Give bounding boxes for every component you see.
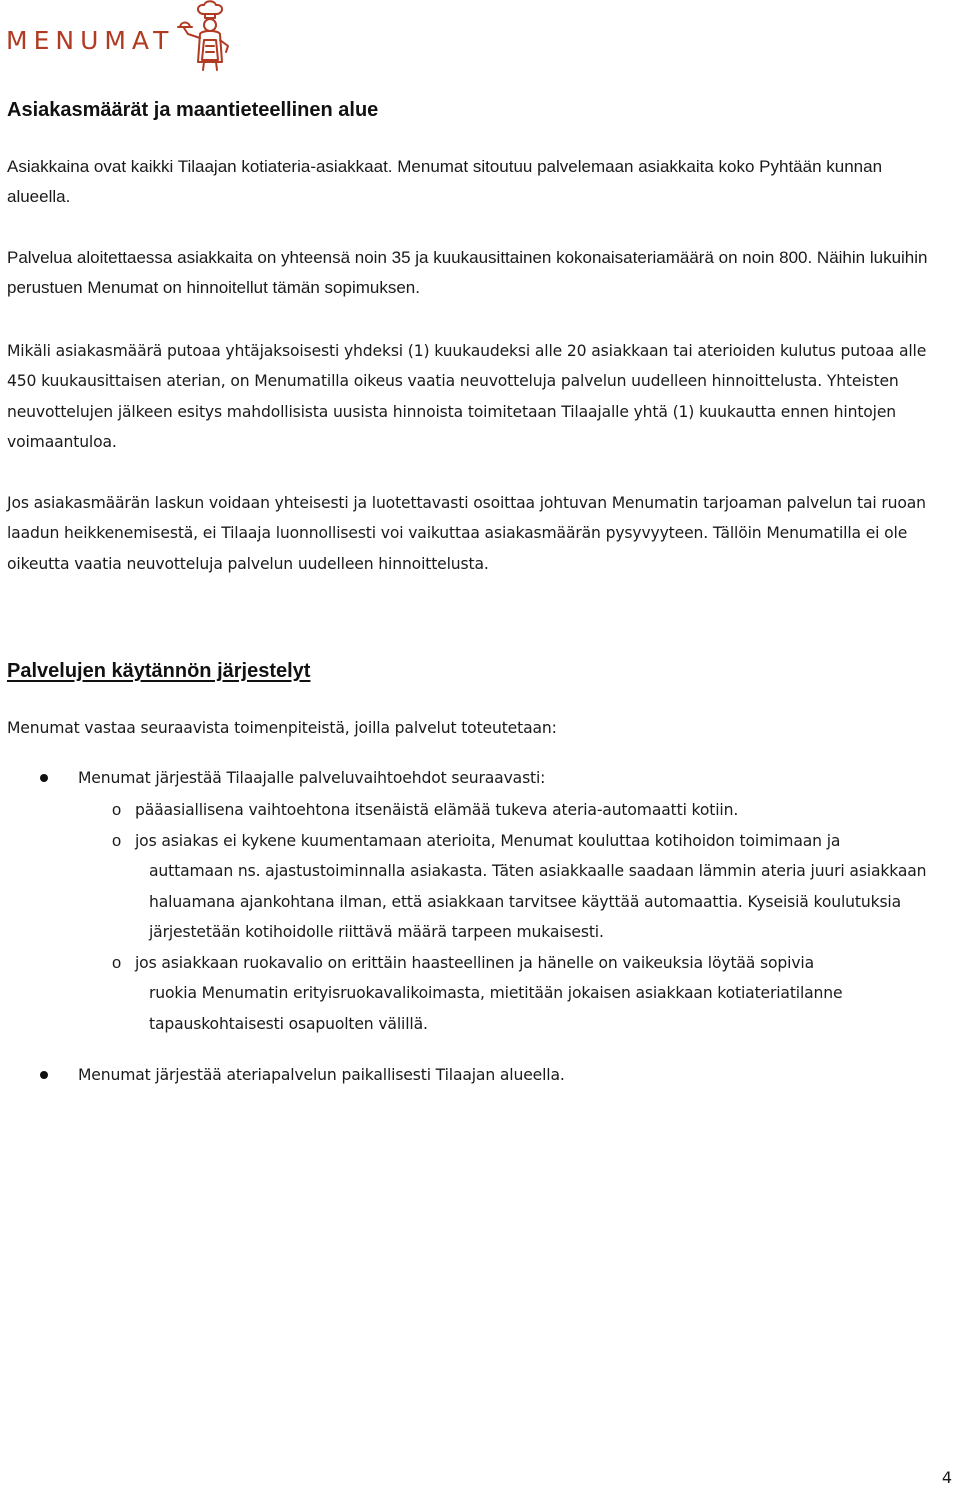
section-title-palvelujen-jarjestelyt: Palvelujen käytännön järjestelyt (7, 660, 311, 682)
paragraph-asiakasmaara-putoaa: Mikäli asiakasmäärä putoaa yhtäjaksoisesti yhdeksi (1) kuukaudeksi alle 20 asiakkaan tai aterioiden kulutus putoaa alle 450 kuukausittaisen aterian, on Menumatilla oikeus vaatia neuvotteluja palvelun uudelleen hinnoittelusta. Yhteisten neuvottelujen jälkeen esitys mahdollisista uusista hinnoista toimitetaan Tilaajalle yhtä (1) kuukautta ennen hintojen voimaantuloa. (7, 342, 927, 451)
menumat-logo (6, 0, 246, 74)
paragraph-palvelua-aloitettaessa: Palvelua aloitettaessa asiakkaita on yhteensä noin 35 ja kuukausittainen kokonaisateriamäärä on noin 800. Näihin lukuihin perustuen Menumat on hinnoitellut tämän sopimuksen. (7, 248, 928, 298)
sub-item-ruokavalio (135, 948, 955, 1039)
logo-text: MENUMAT (6, 26, 175, 55)
paragraph-asiakkaat: Asiakkaina ovat kaikki Tilaajan kotiateria-asiakkaat. Menumat sitoutuu palvelemaan asiakkaita koko Pyhtään kunnan alueella. (7, 157, 883, 207)
sub-item-kotihoito (135, 826, 955, 947)
paragraph-asiakasmaaran-laskun: Jos asiakasmäärän laskun voidaan yhteisesti ja luotettavasti osoittaa johtuvan Menumatin tarjoaman palvelun tai ruoan laadun heikkenemisestä, ei Tilaaja luonnollisesti voi vaikuttaa asiakasmäärän pysyvyyteen. Tällöin Menumatilla ei ole oikeutta vaatia neuvotteluja palvelun uudelleen hinnoittelusta. (7, 494, 926, 573)
section-title-asiakasmaarat: Asiakasmäärät ja maantieteellinen alue (7, 99, 379, 121)
bullet-icon (40, 774, 48, 782)
sub-bullet-marker: o (112, 801, 122, 819)
bullet-palveluvaihtoehdot: Menumat järjestää Tilaajalle palveluvaihtoehdot seuraavasti: (78, 769, 546, 787)
bullet-ateriapalvelu: Menumat järjestää ateriapalvelun paikallisesti Tilaajan alueella. (78, 1066, 565, 1084)
sub-item-text-line1: jos asiakkaan ruokavalio on erittäin haasteellinen ja hänelle on vaikeuksia löytää sopivia (135, 954, 814, 972)
chef-icon (176, 0, 238, 72)
page-number: 4 (941, 1468, 952, 1487)
paragraph-menumat-vastaa: Menumat vastaa seuraavista toimenpiteistä, joilla palvelut toteutetaan: (7, 719, 557, 737)
sub-bullet-marker: o (112, 832, 122, 850)
sub-item-ateria-automaatti (135, 795, 955, 825)
sub-item-text-continued: ruokia Menumatin erityisruokavalikoimasta, mietitään jokaisen asiakkaan kotiateriatilanne tapauskohtaisesti osapuolten välillä. (149, 984, 843, 1033)
sub-item-text-line1: jos asiakas ei kykene kuumentamaan aterioita, Menumat kouluttaa kotihoidon toimimaan ja (135, 832, 841, 850)
sub-item-text-continued: auttamaan ns. ajastustoiminnalla asiakasta. Täten asiakkaalle saadaan lämmin ateria juuri asiakkaan haluamana ajankohtana ilman, että asiakkaan tarvitsee käyttää automaattia. Kyseisiä koulutuksia järjestetään kotihoidolle riittävä määrä tarpeen mukaisesti. (149, 862, 927, 941)
bullet-icon (40, 1071, 48, 1079)
sub-bullet-marker: o (112, 954, 122, 972)
sub-item-text: pääasiallisena vaihtoehtona itsenäistä elämää tukeva ateria-automaatti kotiin. (135, 801, 739, 819)
